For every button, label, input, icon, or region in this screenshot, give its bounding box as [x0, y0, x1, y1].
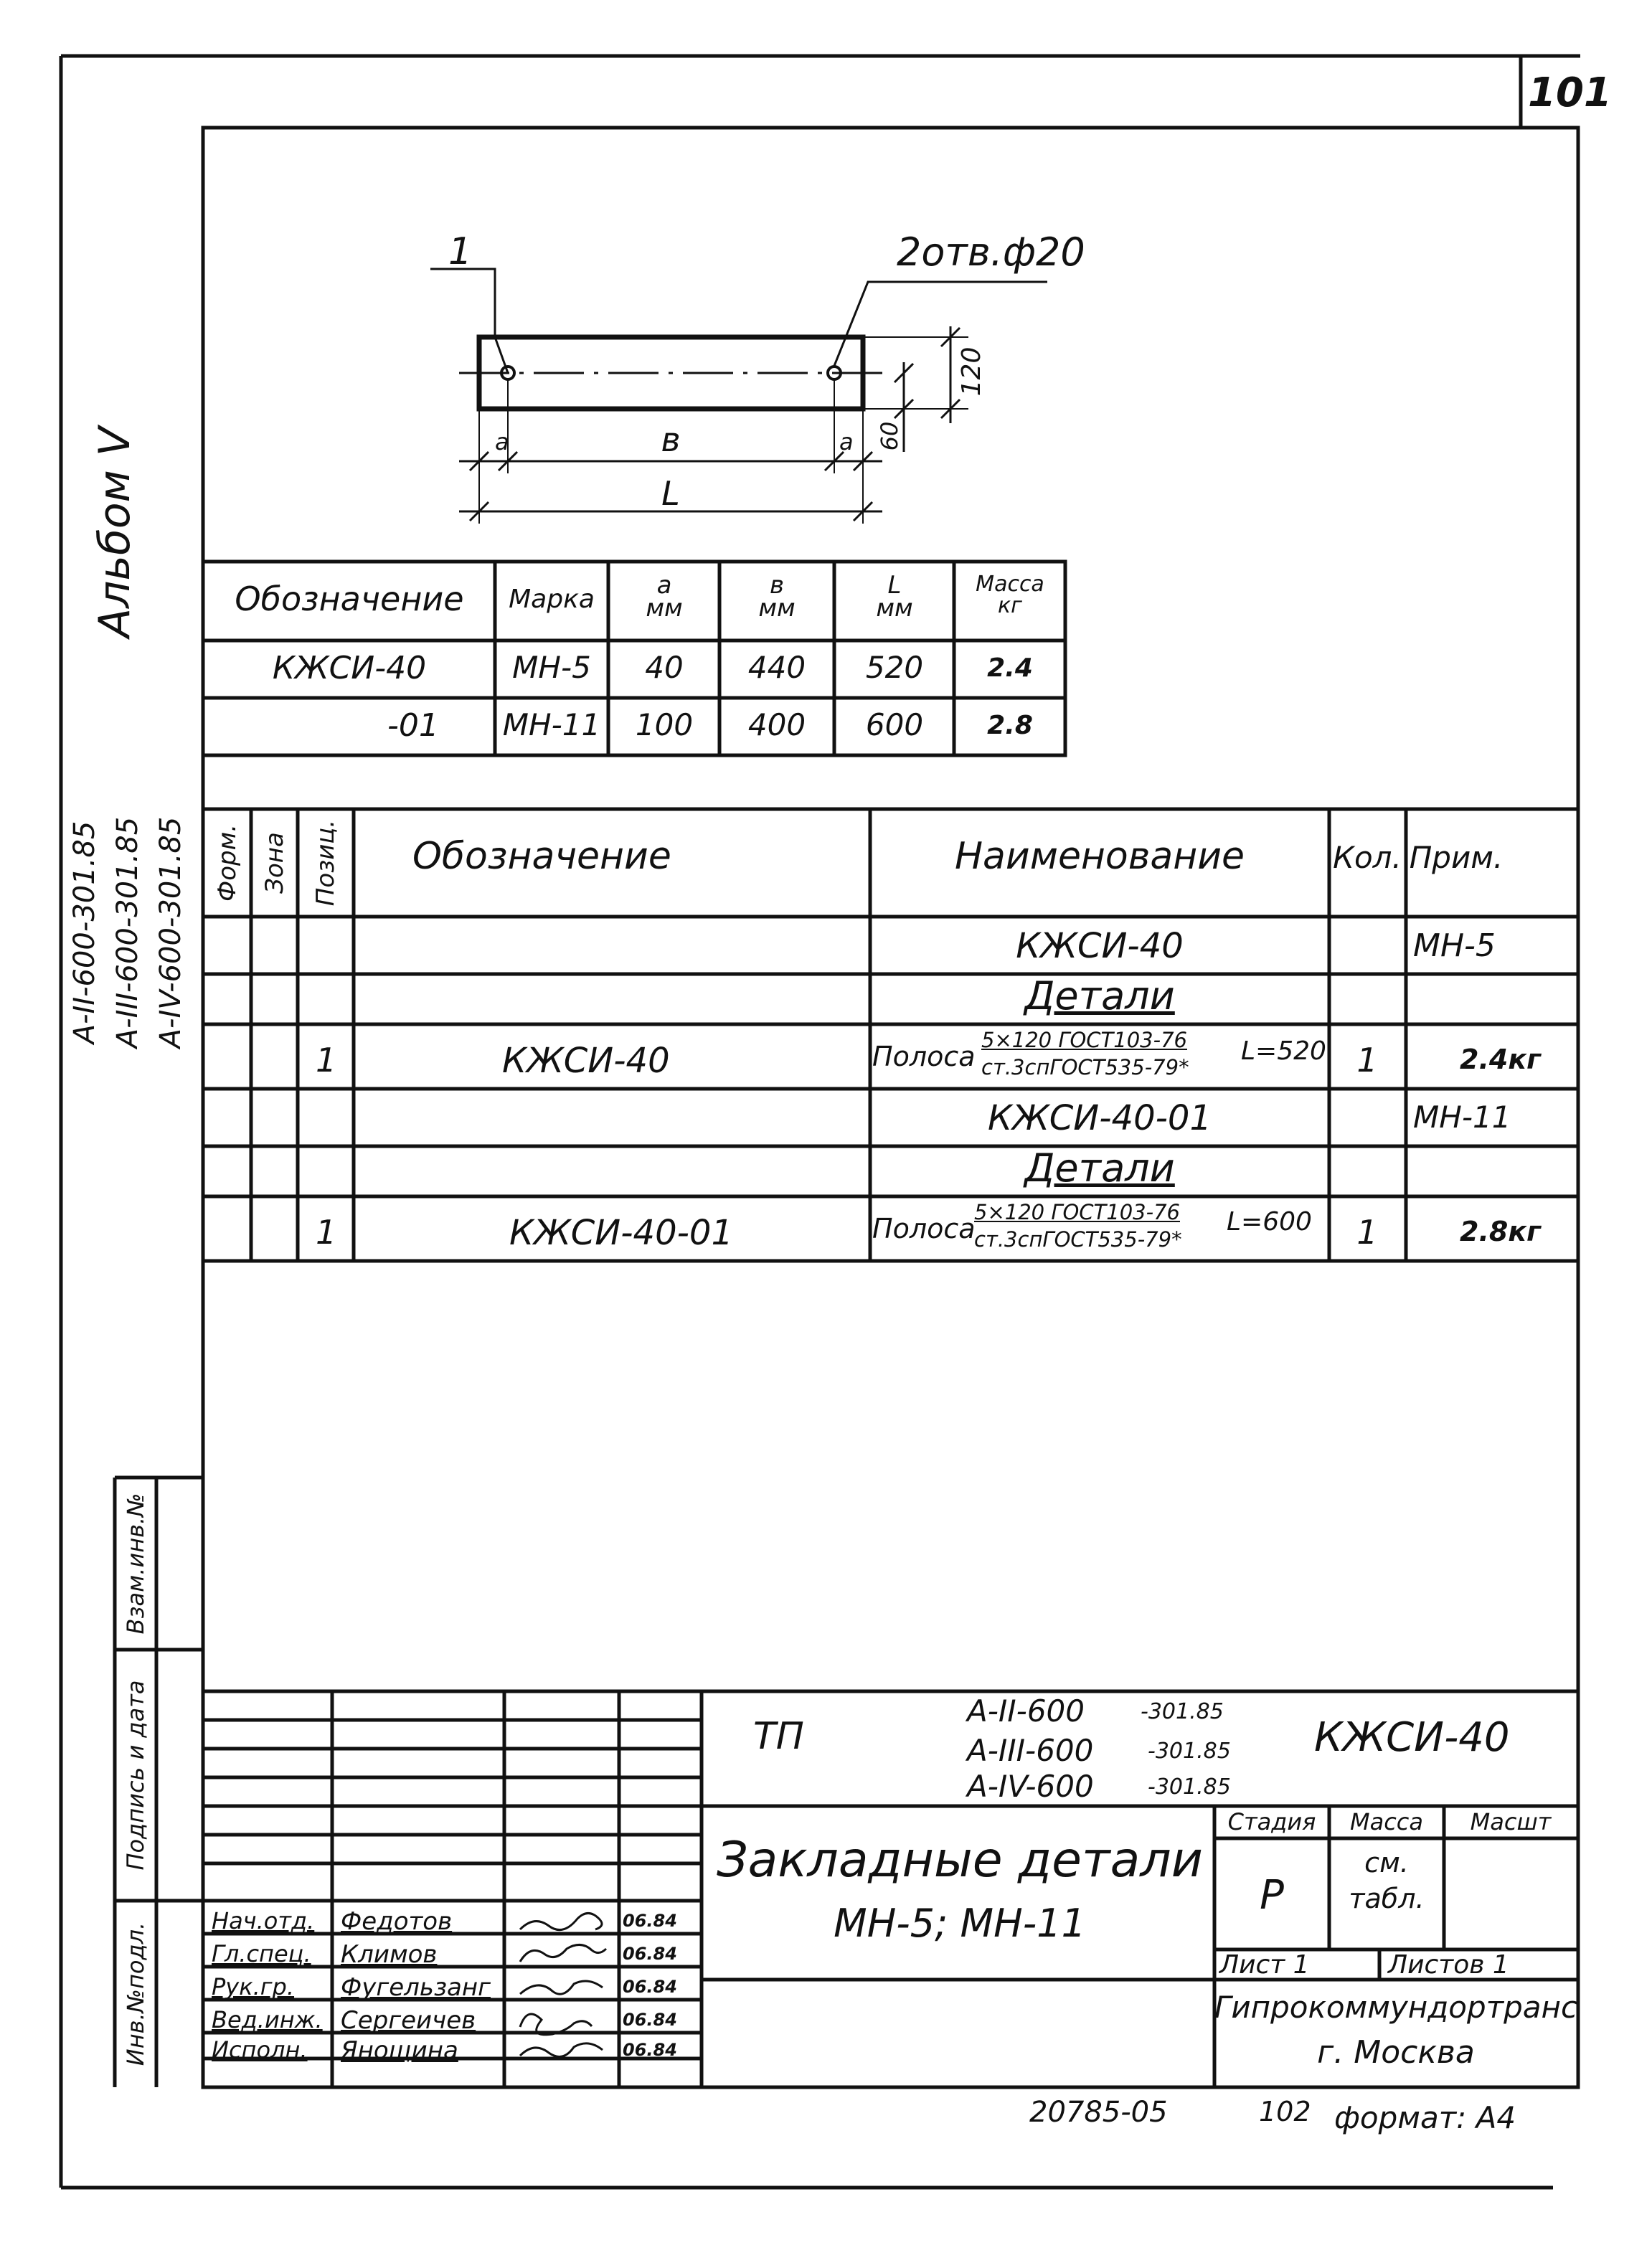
dim-a-right: а	[839, 428, 854, 455]
spec-row-name-b: 5×120 ГОСТ103-76	[981, 1028, 1187, 1052]
stage-label: Стадия	[1227, 1808, 1316, 1835]
mass-label: Масса	[1349, 1808, 1424, 1835]
person-name: Климов	[341, 1940, 438, 1969]
spec-row-note: МН-11	[1413, 1100, 1511, 1135]
tp-code-2-suffix: -301.85	[1148, 1739, 1231, 1764]
mass-value-2: табл.	[1349, 1883, 1425, 1914]
dim-l-label: L	[661, 474, 680, 513]
sheets-label: Листов 1	[1388, 1950, 1509, 1980]
sheet-number: 101	[1528, 70, 1612, 116]
dims-header-mass: Масса кг	[976, 572, 1044, 618]
title-line-2: МН-5; МН-11	[834, 1901, 1086, 1946]
signature-yanoshchina	[520, 2043, 603, 2057]
stage-value: Р	[1260, 1872, 1284, 1919]
dim-b-label: в	[661, 420, 681, 459]
spec-header-zone: Зона	[260, 832, 289, 894]
stamp-sign-date: Подпись и дата	[122, 1680, 149, 1871]
tp-code-1-suffix: -301.85	[1141, 1699, 1224, 1724]
spec-row-designation: КЖСИ-40-01	[509, 1213, 733, 1253]
footer-page: 102	[1259, 2096, 1311, 2127]
stamp-vzam-inv: Взам.инв.№	[122, 1493, 149, 1635]
dims-cell: 40	[645, 650, 684, 685]
spec-row-qty: 1	[1356, 1041, 1378, 1079]
tp-code-3-prefix: А-IV-600	[967, 1769, 1094, 1804]
spec-row-name: КЖСИ-40	[1016, 926, 1184, 966]
dims-cell: 400	[747, 707, 806, 742]
person-date: 06.84	[623, 2010, 677, 2030]
person-date: 06.84	[623, 2040, 677, 2060]
person-role: Вед.инж.	[212, 2006, 323, 2033]
dims-cell: МН-11	[502, 707, 601, 742]
scale-label: Масшт	[1470, 1808, 1552, 1835]
org-line-2: г. Москва	[1317, 2034, 1475, 2071]
tp-code-3-suffix: -301.85	[1148, 1774, 1231, 1800]
spec-row-name-c: ст.3спГОСТ535-79*	[981, 1055, 1189, 1079]
person-date: 06.84	[623, 1911, 677, 1931]
dims-header-l: L мм	[876, 571, 913, 623]
dims-header-a: а мм	[646, 571, 683, 623]
person-date: 06.84	[623, 1944, 677, 1964]
dims-cell: 2.8	[987, 711, 1033, 740]
dims-header-designation: Обозначение	[235, 580, 464, 618]
spec-header-format: Форм.	[213, 823, 242, 902]
dim-a-left: а	[495, 428, 509, 455]
dim-half-label: 60	[876, 421, 903, 451]
dims-header-b: в мм	[758, 571, 796, 623]
tp-code-2-prefix: А-III-600	[967, 1733, 1094, 1768]
person-name: Федотов	[341, 1907, 453, 1936]
spec-row-name-a: Полоса	[872, 1213, 976, 1244]
callout-position: 1	[448, 230, 473, 273]
spec-row-name: Детали	[1024, 1145, 1175, 1191]
spec-row-name-a: Полоса	[872, 1041, 976, 1072]
dim-width-label: 120	[957, 346, 986, 397]
dims-cell: -01	[387, 707, 439, 744]
person-name: Сергеичев	[341, 2006, 476, 2035]
spec-row-name-d: L=600	[1227, 1207, 1312, 1237]
album-label: Альбом V	[90, 427, 140, 638]
footer-doc-number: 20785-05	[1029, 2096, 1168, 2129]
side-code-3: А-IV-600-301.85	[154, 816, 187, 1049]
spec-row-name-c: ст.3спГОСТ535-79*	[974, 1227, 1182, 1252]
dims-cell: КЖСИ-40	[272, 650, 427, 686]
spec-row-name: Детали	[1024, 973, 1175, 1018]
spec-row-name-b: 5×120 ГОСТ103-76	[974, 1200, 1180, 1224]
title-line-1: Закладные детали	[717, 1832, 1203, 1889]
side-code-2: А-III-600-301.85	[111, 816, 144, 1049]
mass-value-1: см.	[1364, 1847, 1409, 1878]
position-leader	[430, 269, 495, 337]
dims-header-mark: Марка	[509, 585, 595, 614]
holes-leader	[834, 282, 1047, 366]
dims-cell: 520	[865, 650, 924, 685]
signature-klimov	[520, 1944, 606, 1962]
spec-row-name-d: L=520	[1241, 1036, 1326, 1066]
side-code-1: А-II-600-301.85	[68, 821, 101, 1044]
footer-format: формат: А4	[1334, 2100, 1516, 2135]
person-name: Фугельзанг	[341, 1973, 491, 2002]
person-role: Нач.отд.	[212, 1907, 315, 1934]
person-role: Гл.спец.	[212, 1940, 311, 1967]
title-designation: КЖСИ-40	[1314, 1714, 1510, 1761]
person-role: Исполн.	[212, 2036, 308, 2064]
spec-header-name: Наименование	[954, 835, 1245, 878]
spec-row-note: 2.8кг	[1460, 1216, 1541, 1247]
spec-header-pos: Позиц.	[311, 819, 340, 907]
dims-cell: 440	[747, 650, 806, 685]
plate-drawing	[430, 269, 1047, 524]
callout-holes: 2отв.ф20	[897, 230, 1085, 275]
spec-header-note: Прим.	[1409, 840, 1504, 875]
tp-label: ТП	[753, 1715, 804, 1758]
signature-fugelzang	[520, 1981, 603, 1994]
spec-header-qty: Кол.	[1333, 840, 1402, 875]
person-role: Рук.гр.	[212, 1973, 295, 2000]
spec-row-note: 2.4кг	[1460, 1044, 1541, 1075]
dims-cell: МН-5	[512, 650, 591, 685]
person-date: 06.84	[623, 1977, 677, 1997]
dims-cell: 100	[635, 707, 694, 742]
spec-row-pos: 1	[316, 1213, 337, 1252]
org-line-1: Гипрокоммундортранс	[1214, 1990, 1578, 2025]
dims-cell: 2.4	[987, 653, 1033, 683]
dims-cell: 600	[865, 707, 924, 742]
spec-row-note: МН-5	[1413, 927, 1496, 964]
spec-row-designation: КЖСИ-40	[502, 1041, 670, 1081]
spec-row-name: КЖСИ-40-01	[988, 1098, 1212, 1138]
spec-row-pos: 1	[316, 1041, 337, 1079]
sheet-label: Лист 1	[1219, 1950, 1310, 1980]
spec-header-designation: Обозначение	[412, 835, 671, 878]
person-name: Янощина	[341, 2036, 458, 2065]
spec-row-qty: 1	[1356, 1213, 1378, 1252]
signature-fedotov	[520, 1914, 602, 1930]
tp-code-1-prefix: А-II-600	[967, 1693, 1085, 1729]
stamp-inv-podl: Инв.№подл.	[122, 1922, 149, 2066]
